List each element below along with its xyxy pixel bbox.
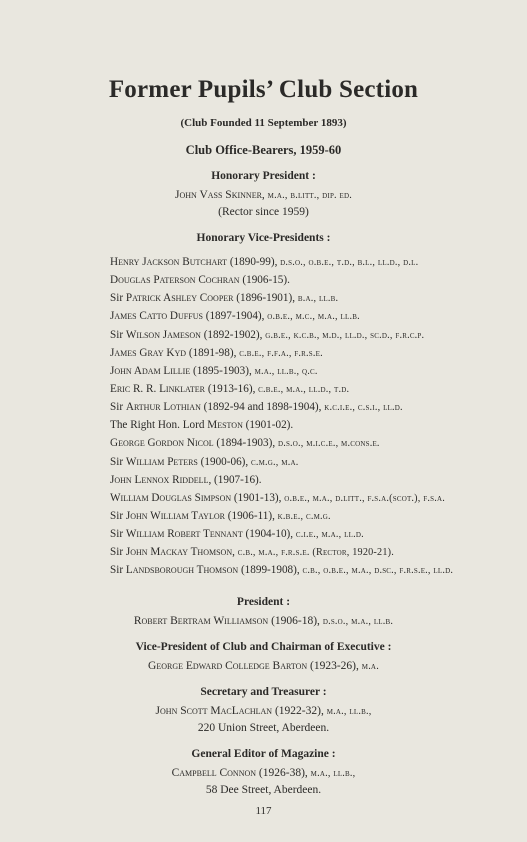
- vice-president-years: (1904-10),: [242, 528, 296, 541]
- president-name: Robert Bertram Williamson: [133, 615, 269, 627]
- president-years: (1906-18),: [268, 615, 323, 627]
- vice-president-prefix: The Right Hon. Lord: [110, 419, 208, 432]
- vice-president-name: George Edward Colledge Barton: [148, 660, 308, 672]
- vice-president-years: (1913-16),: [205, 382, 259, 395]
- vice-president-heading: Vice-President of Club and Chairman of Executive :: [135, 641, 392, 653]
- vice-president-years: (1907-16).: [211, 473, 262, 486]
- honorary-president-heading: Honorary President :: [211, 170, 316, 182]
- vice-president-years: (1896-1901),: [233, 292, 298, 305]
- vice-president-prefix: Sir: [110, 455, 126, 468]
- vice-president-prefix: Sir: [110, 546, 126, 559]
- vice-president-name: John Lennox Riddell,: [110, 473, 212, 486]
- vice-presidents-list: [110, 253, 510, 580]
- vice-president-years: (1900-06),: [197, 455, 252, 468]
- vice-president-years: (1890-99),: [227, 256, 281, 268]
- vice-president-entry: [110, 416, 510, 434]
- secretary-heading: Secretary and Treasurer :: [200, 686, 327, 698]
- vice-president-entry: [110, 326, 510, 344]
- vice-president-degrees: k.b.e., c.m.g.: [277, 510, 331, 522]
- vice-president-entry: [110, 398, 510, 416]
- secretary-years: (1922-32),: [272, 705, 327, 717]
- vice-president-degrees: d.s.o., o.b.e., t.d., b.l., ll.d., d.l.: [280, 257, 419, 268]
- vice-president-degrees: c.b.e., f.f.a., f.r.s.e.: [239, 347, 323, 359]
- president-degrees: d.s.o., m.a., ll.b.: [322, 616, 394, 627]
- secretary-line: [0, 705, 527, 717]
- vice-president-name: James Catto Duffus: [110, 310, 203, 323]
- vice-president-degrees: k.c.i.e., c.s.i., ll.d.: [324, 402, 403, 414]
- vice-president-years: (1895-1903),: [190, 364, 255, 377]
- vice-president-name: Landsborough Thomson: [125, 564, 239, 577]
- page-title: Former Pupils’ Club Section: [108, 76, 419, 103]
- page-number: 117: [255, 805, 272, 817]
- vice-president-degrees: d.s.o., m.i.c.e., m.cons.e.: [277, 438, 380, 450]
- vice-president-name: Patrick Ashley Cooper: [125, 292, 234, 305]
- vice-president-name: William Robert Tennant: [125, 528, 243, 541]
- vice-president-name: George Gordon Nicol: [110, 437, 214, 450]
- vice-president-entry: [110, 525, 510, 543]
- vice-president-years: (1901-02).: [242, 419, 294, 432]
- editor-line: [0, 767, 527, 779]
- vice-president-prefix: Sir: [110, 401, 126, 414]
- vice-president-name: Douglas Paterson Cochran: [110, 274, 240, 287]
- vice-president-name: William Peters: [125, 455, 198, 468]
- secretary-address: 220 Union Street, Aberdeen.: [197, 722, 330, 734]
- vice-president-name: Henry Jackson Butchart: [110, 256, 228, 268]
- secretary-name: John Scott MacLachlan: [155, 705, 273, 717]
- vice-president-degrees: o.b.e., m.c., m.a., ll.b.: [267, 311, 360, 323]
- vice-president-years: (1901-13),: [231, 491, 285, 504]
- vice-president-entry: [110, 344, 510, 362]
- vice-president-degrees: c.b., m.a., f.r.s.e. (Rector, 1920-21).: [237, 547, 394, 559]
- vice-president-years: (1891-98),: [186, 346, 240, 359]
- vice-president-degrees: c.b.e., m.a., ll.d., t.d.: [258, 383, 350, 395]
- president-heading: President :: [236, 596, 291, 608]
- vice-president-name: William Douglas Simpson: [110, 491, 232, 504]
- office-bearers-heading: Club Office-Bearers, 1959-60: [185, 143, 342, 157]
- vice-president-degrees: b.a., ll.b.: [297, 293, 339, 305]
- vice-president-entry: [110, 543, 510, 561]
- vice-president-entry: [110, 253, 510, 271]
- vice-president-entry: [110, 561, 510, 579]
- vice-president-entry: [110, 489, 510, 507]
- honorary-president-name-line: [0, 189, 527, 201]
- vice-president-entry: [110, 289, 510, 307]
- vice-president-entry: [110, 380, 510, 398]
- honorary-president-name: John Vass Skinner,: [174, 189, 265, 201]
- vice-presidents-heading: Honorary Vice-Presidents :: [196, 232, 331, 244]
- vice-president-years: (1892-94 and 1898-1904),: [200, 401, 325, 414]
- vice-president-degrees: m.a.: [361, 661, 379, 672]
- vice-president-degrees: c.b., o.b.e., m.a., d.sc., f.r.s.e., ll.d.: [302, 565, 454, 577]
- vice-president-prefix: Sir: [110, 328, 126, 341]
- vice-president-prefix: Sir: [110, 509, 126, 522]
- editor-years: (1926-38),: [256, 767, 311, 779]
- vice-president-prefix: Sir: [110, 564, 126, 577]
- vice-president-line: [0, 660, 527, 672]
- vice-president-degrees: o.b.e., m.a., d.litt., f.s.a.(scot.), f.s.a.: [284, 492, 445, 504]
- secretary-degrees: m.a., ll.b.,: [326, 706, 372, 717]
- vice-president-years: (1894-1903),: [213, 437, 278, 450]
- vice-president-degrees: g.b.e., k.c.b., m.d., ll.d., sc.d., f.r.c.p.: [265, 329, 425, 341]
- vice-president-name: James Gray Kyd: [110, 346, 187, 359]
- editor-address: 58 Dee Street, Aberdeen.: [205, 784, 322, 796]
- honorary-president-note: (Rector since 1959): [218, 206, 309, 218]
- vice-president-entry: [110, 507, 510, 525]
- vice-president-name: Eric R. R. Linklater: [110, 382, 206, 395]
- vice-president-degrees: m.a., ll.b., q.c.: [254, 365, 318, 377]
- club-founded-note: (Club Founded 11 September 1893): [180, 117, 347, 129]
- vice-president-entry: [110, 471, 510, 489]
- vice-president-prefix: Sir: [110, 292, 126, 305]
- vice-president-years: (1906-11),: [224, 509, 278, 522]
- vice-president-prefix: Sir: [110, 528, 126, 541]
- vice-president-years: (1892-1902),: [200, 328, 266, 341]
- vice-president-name: Meston: [207, 419, 243, 432]
- vice-president-years: (1899-1908),: [238, 564, 303, 577]
- vice-president-degrees: c.m.g., m.a.: [251, 456, 299, 468]
- vice-president-name: John William Taylor: [125, 509, 225, 522]
- vice-president-entry: [110, 453, 510, 471]
- vice-president-name: John Adam Lillie: [110, 364, 191, 377]
- vice-president-name: John Mackay Thomson,: [125, 546, 235, 559]
- vice-president-degrees: c.i.e., m.a., ll.d.: [295, 529, 364, 541]
- editor-heading: General Editor of Magazine :: [191, 748, 336, 760]
- president-line: [0, 615, 527, 627]
- vice-president-entry: [110, 307, 510, 325]
- editor-degrees: m.a., ll.b.,: [310, 768, 356, 779]
- vice-president-entry: [110, 271, 510, 289]
- vice-president-entry: [110, 434, 510, 452]
- honorary-president-degrees: m.a., b.litt., dip. ed.: [267, 190, 353, 201]
- editor-name: Campbell Connon: [171, 767, 257, 779]
- vice-president-name: Arthur Lothian: [125, 401, 201, 414]
- vice-president-years: (1897-1904),: [202, 310, 268, 323]
- vice-president-name: Wilson Jameson: [125, 328, 201, 341]
- vice-president-entry: [110, 362, 510, 380]
- vice-president-years: (1906-15).: [239, 274, 290, 287]
- vice-president-years: (1923-26),: [307, 660, 362, 672]
